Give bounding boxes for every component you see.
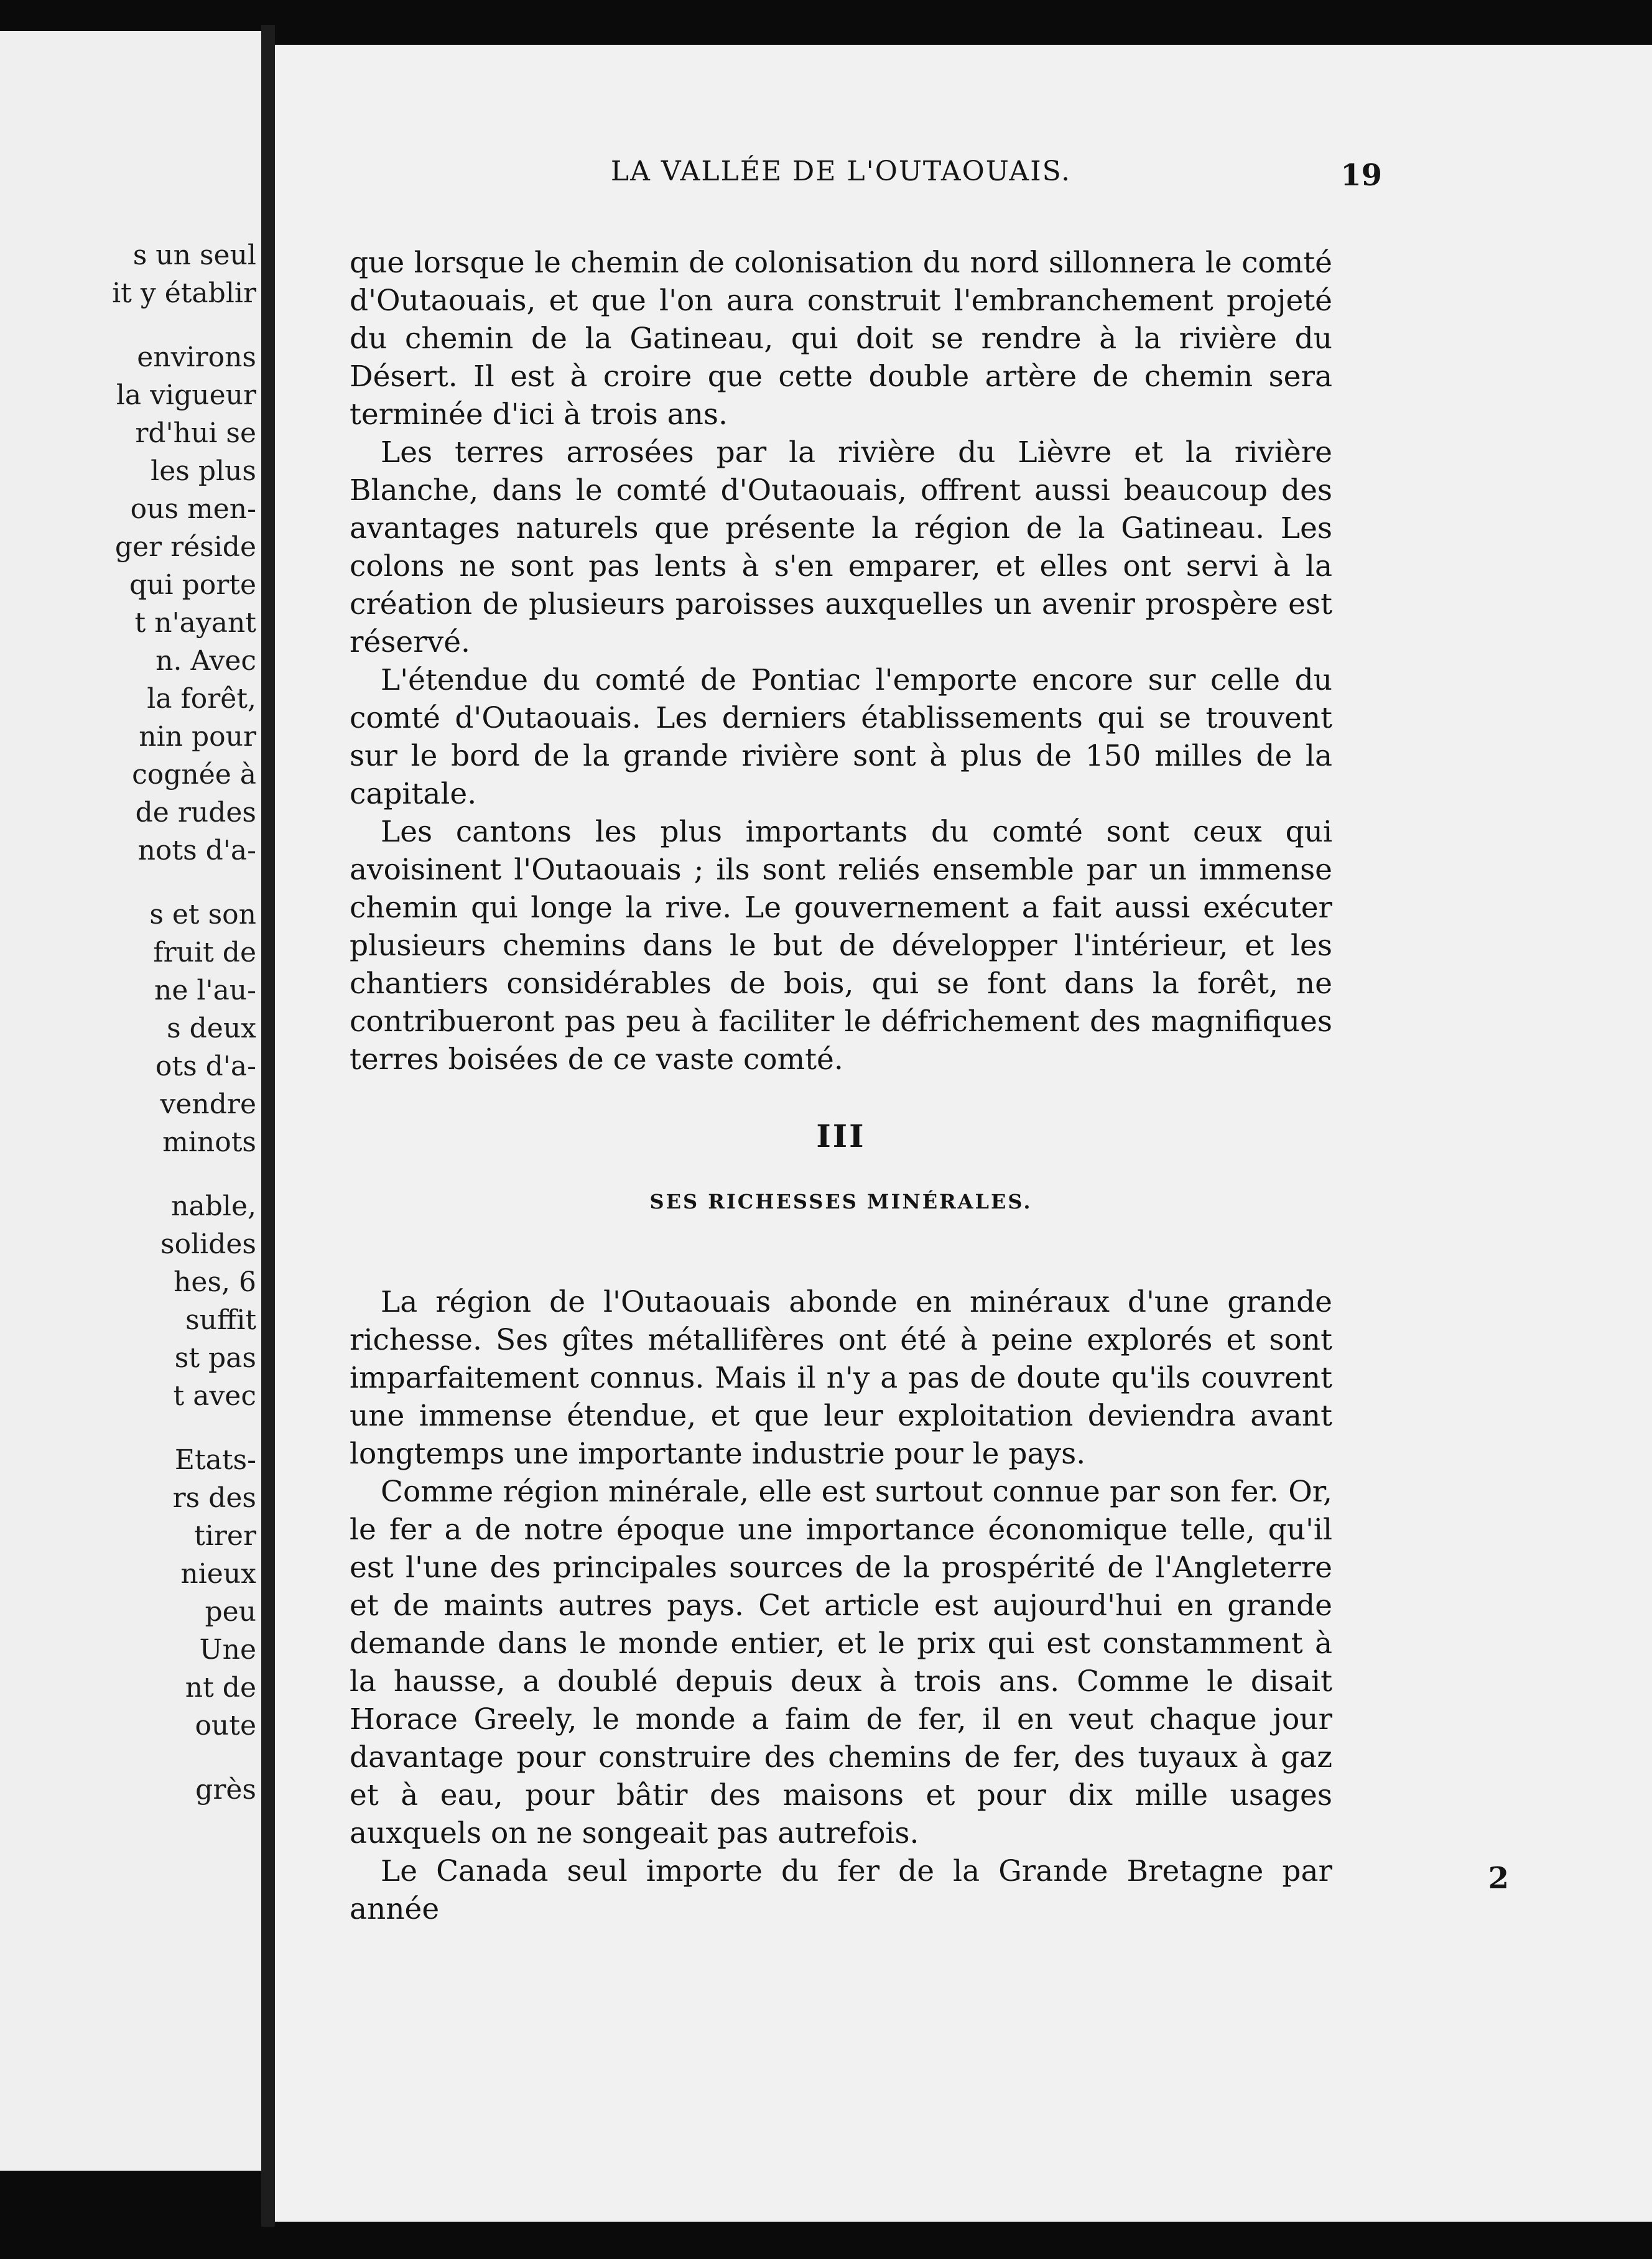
previous-page-line: rd'hui se — [135, 417, 256, 449]
previous-page-line: la vigueur — [116, 379, 256, 411]
book-gutter — [261, 25, 275, 2227]
previous-page-line — [0, 312, 256, 338]
previous-page-line: rs des — [172, 1482, 256, 1514]
previous-page-text — [0, 236, 256, 1809]
previous-page-line: ne l'au- — [154, 975, 256, 1006]
previous-page-line: s deux — [167, 1013, 256, 1044]
previous-page-line: n. Avec — [155, 645, 256, 677]
previous-page-line: hes, 6 — [174, 1266, 256, 1298]
paragraph: Comme région minérale, elle est surtout connue par son fer. Or, le fer a de notre époque une importance économique telle, qu'il est l'une des principales sources de la prospérité de l'Angleterre et de maints autres pays. Cet article est aujourd'hui en grande demande dans le monde entier, et le prix qui est constamment à la hausse, a doublé depuis deux à trois ans. Comme le disait Horace Greely, le monde a faim de fer, il en veut chaque jour davantage pour construire des chemins de fer, des tuyaux à gaz et à eau, pour bâtir des maisons et pour dix mille usages auxquels on ne songeait pas autrefois. — [350, 1475, 1332, 1850]
previous-page-line: ous men- — [130, 493, 256, 525]
previous-page-line: t n'ayant — [134, 607, 256, 639]
signature-mark: 2 — [1488, 1861, 1509, 1896]
paragraph: Les cantons les plus importants du comté sont ceux qui avoisinent l'Outaouais ; ils sont reliés ensemble par un immense chemin qui longe la rive. Le gouvernement a fait aussi exécuter plusieurs chemins dans le but de développer l'intérieur, et les chantiers considérables de bois, qui se font dans la forêt, ne contribueront pas peu à faciliter le défrichement des magnifiques terres boisées de ce vaste comté. — [350, 815, 1332, 1077]
previous-page-line: nt de — [185, 1672, 256, 1704]
previous-page-line: qui porte — [129, 569, 256, 601]
running-title: LA VALLÉE DE L'OUTAOUAIS. — [610, 155, 1072, 187]
current-page — [275, 45, 1652, 2222]
previous-page-line: vendre — [160, 1088, 256, 1120]
section-title: SES RICHESSES MINÉRALES. — [649, 1190, 1032, 1213]
previous-page-line: Etats- — [174, 1444, 256, 1476]
previous-page-line: fruit de — [153, 937, 256, 968]
previous-page-line: la forêt, — [147, 683, 256, 715]
previous-page-line: suffit — [185, 1304, 256, 1336]
previous-page-line: grès — [195, 1774, 256, 1806]
previous-page-line: st pas — [174, 1342, 256, 1374]
previous-page-line: ots d'a- — [155, 1051, 256, 1082]
previous-page-line: solides — [160, 1228, 256, 1260]
previous-page-line: peu — [205, 1596, 256, 1628]
previous-page-line: t avec — [173, 1380, 256, 1412]
previous-page — [0, 31, 265, 2171]
previous-page-line: environs — [137, 341, 256, 373]
previous-page-line: nots d'a- — [137, 835, 256, 866]
previous-page-line — [0, 1161, 256, 1187]
paragraph: Les terres arrosées par la rivière du Lièvre et la rivière Blanche, dans le comté d'Outaouais, offrent aussi beaucoup des avantages naturels que présente la région de la Gatineau. Les colons ne sont pas lents à s'en emparer, et elles ont servi à la création de plusieurs paroisses auxquelles un avenir prospère est réservé. — [350, 435, 1332, 659]
previous-page-line: nin pour — [139, 721, 256, 753]
paragraph: La région de l'Outaouais abonde en minéraux d'une grande richesse. Ses gîtes métallifères ont été à peine explorés et sont imparfaitement connus. Mais il n'y a pas de doute qu'ils couvrent une immense étendue, et que leur exploitation deviendra avant longtemps une importante industrie pour le pays. — [350, 1285, 1332, 1471]
paragraph: L'étendue du comté de Pontiac l'emporte encore sur celle du comté d'Outaouais. Les derniers établissements qui se trouvent sur le bord de la grande rivière sont à plus de 150 milles de la capitale. — [350, 663, 1332, 811]
paragraph: Le Canada seul importe du fer de la Grande Bretagne par année — [350, 1854, 1332, 1926]
body-text — [350, 244, 1332, 1928]
previous-page-line: minots — [162, 1126, 256, 1158]
page-number: 19 — [1340, 158, 1382, 193]
previous-page-line — [0, 1415, 256, 1441]
section-number: III — [816, 1118, 866, 1154]
previous-page-line: cognée à — [132, 759, 256, 791]
running-head — [350, 155, 1382, 193]
previous-page-line: nable, — [171, 1190, 256, 1222]
scan-border — [275, 2222, 1652, 2259]
previous-page-line: nieux — [180, 1558, 256, 1590]
previous-page-line: s et son — [149, 899, 256, 930]
previous-page-line: de rudes — [135, 797, 256, 828]
previous-page-line: ger réside — [114, 531, 256, 563]
previous-page-line: tirer — [194, 1520, 256, 1552]
previous-page-line: s un seul — [132, 239, 256, 271]
previous-page-line: it y établir — [112, 277, 256, 309]
previous-page-line — [0, 1745, 256, 1771]
previous-page-line: les plus — [151, 455, 256, 487]
previous-page-line: Une — [199, 1634, 256, 1666]
previous-page-line: oute — [195, 1710, 256, 1742]
previous-page-line — [0, 870, 256, 896]
paragraph: que lorsque le chemin de colonisation du nord sillonnera le comté d'Outaouais, et que l'on aura construit l'embranchement projeté du chemin de la Gatineau, qui doit se rendre à la rivière du Désert. Il est à croire que cette double artère de chemin sera terminée d'ici à trois ans. — [350, 246, 1332, 432]
